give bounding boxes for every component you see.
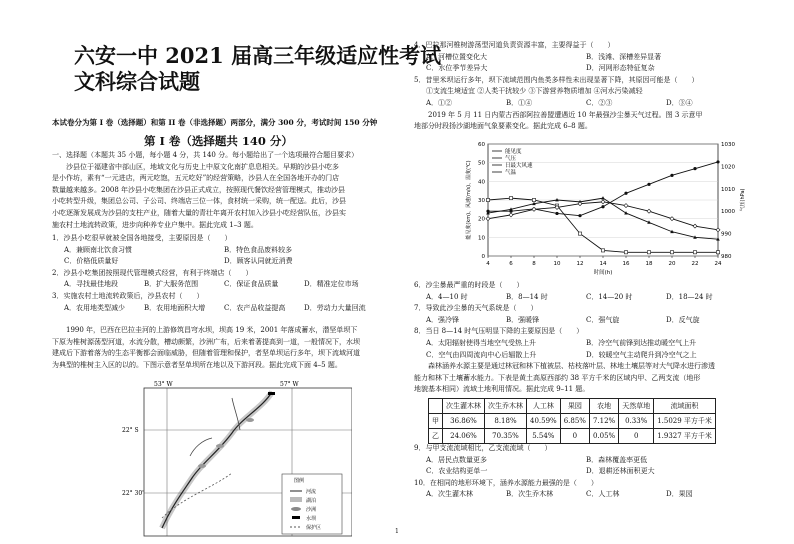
y-tick-label: 50 xyxy=(478,160,485,167)
table-cell: 5.54% xyxy=(527,429,561,444)
question-6: 6．沙尘暴最严重的时段是（ ） xyxy=(414,281,524,289)
q6-option-a: A．4—10 时 xyxy=(426,292,468,301)
table-cell: 70.35% xyxy=(485,429,527,444)
q10-option-c: C．人工林 xyxy=(586,490,620,499)
legend-item: 河流 xyxy=(306,489,317,495)
data-point xyxy=(647,209,651,213)
sandbar xyxy=(216,444,224,448)
x-tick-label: 18 xyxy=(645,261,653,267)
q5-option-b: B．①④ xyxy=(506,98,533,107)
data-point xyxy=(532,198,535,201)
y2-tick-label: 980 xyxy=(721,254,732,260)
q9-option-a: A．居民点数量更多 xyxy=(426,455,488,464)
table-header-cell: 农地 xyxy=(589,399,618,414)
passage-line: 施农村土地流转政策，进步向种养专业户集中。据此完成 1–3 题。 xyxy=(52,220,258,229)
tributary xyxy=(190,438,212,456)
y2-tick-label: 1010 xyxy=(721,186,735,193)
table-cell: 40.59% xyxy=(527,414,561,429)
map-lat-label: 22° S xyxy=(122,427,139,434)
sandbar xyxy=(198,464,206,468)
table-header-cell: 流域面积 xyxy=(654,399,716,414)
questions-4-5 xyxy=(414,40,752,133)
y2-tick-label: 1000 xyxy=(721,209,735,216)
question-2: 2．沙县小吃集团按照现代管理模式经营，有利于终端店（ ） xyxy=(52,268,253,277)
q5-option-c: C．②③ xyxy=(586,98,613,107)
table-cell: 1.9327 平方千米 xyxy=(654,429,716,444)
data-point xyxy=(601,205,604,208)
question-3: 3．实施农村土地流转政策后，沙县农村（ ） xyxy=(52,291,204,300)
passage-line: 2019 年 5 月 11 日内蒙古西部阿拉善盟遭遇近 10 年最强沙尘暴天气过程。图 3 示意甲 xyxy=(428,110,703,119)
exam-note: 本试卷分为第 I 卷（选择题）和第 II 卷（非选择题）两部分，满分 300 分，考试时间 150 分钟 xyxy=(52,118,378,127)
data-point xyxy=(670,217,674,221)
data-point xyxy=(624,192,627,195)
data-point xyxy=(578,202,582,206)
table-cell: 0 xyxy=(560,429,589,444)
q3-option-b: B．农用地面积大增 xyxy=(144,303,206,312)
table-cell: 1.5029 平方千米 xyxy=(654,414,716,429)
intro-passage xyxy=(52,150,390,231)
passage-line: 沙县位于福建省中部山区，地域文化与历史上中原文化南扩息息相关。早期的沙县小吃多 xyxy=(66,162,339,171)
river-map-svg xyxy=(122,378,352,538)
legend-item: 沙洲 xyxy=(306,507,317,513)
data-point xyxy=(486,198,489,201)
q2-option-c: C．保证食品质量 xyxy=(224,280,279,289)
table-cell: 0 xyxy=(619,429,654,444)
data-point xyxy=(716,160,719,163)
dam-marker xyxy=(268,392,275,395)
data-point xyxy=(716,251,719,254)
question-8: 8．当日 8—14 时气压明显下降的主要原因是（ ） xyxy=(414,327,584,336)
passage-line: 为典型的椎树主入区的以的。下图示意者坚单坝所在地以及下游河段。据此完成下面 4–5 题。 xyxy=(52,360,342,369)
data-point xyxy=(486,217,490,221)
x-axis-label: 时间(h) xyxy=(593,270,613,276)
y-tick-label: 20 xyxy=(478,216,485,223)
q2-option-d: D．精准定位市场 xyxy=(304,280,359,289)
passage-line: 森林涵养水源主要是通过林冠和林下植被层、枯枝落叶层、林地土壤层等对大气降水进行渗透 xyxy=(428,362,715,371)
x-tick-label: 20 xyxy=(668,261,676,267)
q6-option-d: D．18—24 时 xyxy=(666,292,713,301)
questions-9-10 xyxy=(414,443,752,501)
data-point xyxy=(578,214,581,217)
table-cell: 8.18% xyxy=(485,414,527,429)
y-tick-label: 30 xyxy=(478,198,485,204)
table-row xyxy=(429,414,716,429)
q7-option-d: D．反气旋 xyxy=(666,315,700,324)
question-7: 7．导致此沙尘暴的天气系统是（ ） xyxy=(414,304,538,313)
x-tick-label: 12 xyxy=(576,261,584,267)
passage-2 xyxy=(52,325,390,371)
data-point xyxy=(601,249,604,252)
weather-chart-svg xyxy=(460,138,750,278)
legend-item: 水坝 xyxy=(306,516,317,522)
table-cell: 36.86% xyxy=(443,414,485,429)
q5-option-a: A．①② xyxy=(426,98,453,107)
y-tick-label: 10 xyxy=(478,235,485,242)
q8-option-d: D．较暖空气主动爬升到冷空气之上 xyxy=(586,350,697,359)
exam-subtitle: 文科综合试题 xyxy=(74,69,200,94)
q3-option-d: D．劳动力大量回流 xyxy=(304,303,366,312)
map-lon-label: 53° W xyxy=(154,381,173,388)
q3-option-a: A．农用地类型减少 xyxy=(64,303,126,312)
question-4: 4．巴拉那河椎树游荡型河道负责资源丰富，主要得益于（ ） xyxy=(414,41,615,49)
x-tick-label: 16 xyxy=(622,261,630,267)
passage-line: 地貌基本相同）流域土地利用情况。据此完成 9–11 题。 xyxy=(414,385,590,394)
table-cell: 24.06% xyxy=(443,429,485,444)
q7-option-c: C．强气旋 xyxy=(586,315,620,324)
q6-option-b: B．8—14 时 xyxy=(506,292,548,301)
table-cell: 乙 xyxy=(429,429,443,444)
table-cell: 7.12% xyxy=(589,414,618,429)
part1-title: 第 I 卷（选择题共 140 分） xyxy=(144,134,293,148)
passage-line: 是小作坊，素有“一元进店，两元吃饱，五元吃好”的经营策略，沙县人在全国各地开办的门店 xyxy=(52,174,340,183)
table-header-cell: 次生灌木林 xyxy=(443,399,485,414)
question-9: 9．与甲支流流域相比，乙支流流域（ ） xyxy=(414,444,552,452)
data-point xyxy=(716,228,720,232)
q2-option-a: A．寻找最佳地段 xyxy=(64,280,119,289)
y-axis-label: 能见度(km)、风速(m/s)、温度(℃) xyxy=(466,160,472,240)
q8-option-a: A．太阳辐射使得当地空气受热上升 xyxy=(426,338,537,347)
table-cell: 6.85% xyxy=(560,414,589,429)
legend-label: 气压 xyxy=(505,156,517,162)
q7-option-b: B．强暖锋 xyxy=(506,315,540,324)
legend-item: 保护区 xyxy=(306,525,322,531)
q4-option-c: C．水位季节差异大 xyxy=(426,64,488,73)
table-header-cell: 天然草地 xyxy=(619,399,654,414)
data-point xyxy=(532,207,536,211)
q1-option-c: C．价格低质量好 xyxy=(64,257,119,266)
data-point xyxy=(601,200,605,204)
question-1: 1．沙县小吃很早就被全国各地接受，主要原因是（ ） xyxy=(52,234,232,242)
x-tick-label: 24 xyxy=(714,261,722,267)
q8-option-b: B．冷空气前锋到达推动暖空气上升 xyxy=(586,338,697,347)
table-cell: 甲 xyxy=(429,414,443,429)
q9-option-d: D．退耕还林面积更大 xyxy=(586,467,655,476)
legend-item: 湖泊 xyxy=(306,498,317,504)
q5-option-d: D．③④ xyxy=(666,98,693,107)
passage-line: 数量越来越多。2008 年沙县小吃集团在沙县正式成立，按照现代餐饮经营管理模式，推动沙县 xyxy=(52,185,346,194)
page-number: 1 xyxy=(395,528,399,535)
q9-option-c: C．农业结构更单一 xyxy=(426,467,488,476)
data-point xyxy=(693,224,697,228)
questions-6-8 xyxy=(414,280,752,396)
table-cell: 0.05% xyxy=(589,429,618,444)
y2-tick-label: 990 xyxy=(721,231,732,238)
q1-option-d: D．顾客认同就近消费 xyxy=(224,257,293,266)
q4-option-d: D．河网形态特征复杂 xyxy=(586,64,655,73)
table-header-cell: 人工林 xyxy=(527,399,561,414)
data-point xyxy=(624,204,628,208)
question-10: 10．在相同的地形环境下，涵养水源能力最强的是（ ） xyxy=(414,478,598,487)
table-cell: 0.33% xyxy=(619,414,654,429)
x-tick-label: 14 xyxy=(599,261,607,267)
sandbar xyxy=(246,418,254,422)
q10-option-a: A．次生灌木林 xyxy=(426,490,474,499)
data-point xyxy=(647,183,650,186)
question-5: 5．昔里米坝运行多年，坝下流域范围内鱼类多样性未出现显著下降，其原因可能是（ ） xyxy=(414,75,699,84)
passage-line: 1990 年，巴西在巴拉圭河的上游修筑昌穹水坝，坝高 19 米，2001 年落成蓄水，潜坚单坝下 xyxy=(66,326,358,334)
data-point xyxy=(670,174,673,177)
passage-line: 下原为椎树源荡型河道，水流分散，槽动颇繁，沙洲广布，后来着著提高到一道，一般情况下，水坝 xyxy=(52,337,360,346)
passage-line: 地部分时段扬沙湖地面气象要素变化。据此完成 6–8 题。 xyxy=(414,122,592,131)
q4-option-a: A．河槽位置变化大 xyxy=(426,52,488,61)
passage-line: 能力和林下土壤蓄水能力。下表是黄土高原西部约 38 平方千米的区域内甲、乙两支流（地形 xyxy=(414,373,701,382)
q10-option-d: D．果园 xyxy=(666,490,693,499)
data-point xyxy=(601,196,605,199)
weather-chart xyxy=(460,138,750,278)
x-tick-label: 10 xyxy=(553,261,561,267)
q8-option-c: C．空气由四周流向中心后辐散上升 xyxy=(426,350,537,359)
data-point xyxy=(555,212,558,215)
exam-title: 六安一中 2021 届高三年级适应性考试 xyxy=(74,43,442,68)
legend-label: 气温 xyxy=(505,170,517,176)
q9-option-b: B．森林覆盖率更低 xyxy=(586,455,648,464)
table-header-cell: 次生乔木林 xyxy=(485,399,527,414)
q7-option-a: A．强冷锋 xyxy=(426,315,460,324)
data-point xyxy=(670,251,673,254)
legend-label: 能见度 xyxy=(505,149,522,155)
q6-option-c: C．14—20 时 xyxy=(586,292,633,301)
data-point xyxy=(578,232,581,235)
y2-axis-label: 气压(hPa) xyxy=(740,188,746,212)
y-tick-label: 40 xyxy=(478,179,485,186)
table-header-row xyxy=(429,399,716,414)
q3-option-c: C．农产品收益提高 xyxy=(224,303,286,312)
y-tick-label: 60 xyxy=(478,142,485,148)
data-point xyxy=(647,251,650,254)
x-tick-label: 22 xyxy=(691,261,699,267)
passage-line: 小吃逐渐发展成为沙县的支柱产业，随着大量的青壮年离开农村加入沙县小吃经营队伍，沙县实 xyxy=(52,208,346,217)
passage-line: 一、选择题（本题共 35 小题，每小题 4 分，共 140 分。每小题给出了一个选项最符合题目要求） xyxy=(52,151,359,159)
questions-1-3 xyxy=(52,233,390,314)
legend-title: 图例 xyxy=(294,478,305,484)
legend-label: 日最大风速 xyxy=(505,163,533,169)
q2-option-b: B．扩大服务范围 xyxy=(144,280,199,289)
land-use-table xyxy=(428,398,716,444)
data-point xyxy=(509,197,512,200)
x-tick-label: 8 xyxy=(532,261,536,267)
data-point xyxy=(693,251,696,254)
question-5-statements: ①支流生境适宜 ②人类干扰较少 ③下游营养物质增加 ④河水污染减轻 xyxy=(426,87,643,96)
passage-line: 小吃转型升级，集团总公司、子公司、终端店三位一体，食材统一采购，统一配送。此后，沙县 xyxy=(52,197,346,206)
y2-tick-label: 1020 xyxy=(721,164,735,171)
x-tick-label: 4 xyxy=(486,261,490,267)
table-header-cell xyxy=(429,399,443,414)
map-lon-label: 57° W xyxy=(280,381,299,388)
data-point xyxy=(693,167,696,170)
x-tick-label: 6 xyxy=(509,261,513,267)
table-row xyxy=(429,429,716,444)
map-lat-label: 22° 30' xyxy=(122,490,144,497)
q4-option-b: B．浅滩、深槽差异显著 xyxy=(586,52,662,61)
q1-option-b: B．特色食品废料较多 xyxy=(224,245,293,254)
y-tick-label: 0 xyxy=(481,254,485,260)
y2-tick-label: 1030 xyxy=(721,142,735,148)
q1-option-a: A．兼顾南北饮食习惯 xyxy=(64,245,133,254)
passage-line: 建成后下游着落为的生态平衡都会面临威胁，但随着管理和保护，者坚单坝运行多年，坝下流域河道 xyxy=(52,349,360,358)
q10-option-b: B．次生乔木林 xyxy=(506,490,554,499)
data-point xyxy=(509,213,513,217)
river-channel xyxy=(162,392,272,528)
table-header-cell: 果园 xyxy=(560,399,589,414)
river-map xyxy=(122,378,352,538)
data-point xyxy=(624,251,627,254)
